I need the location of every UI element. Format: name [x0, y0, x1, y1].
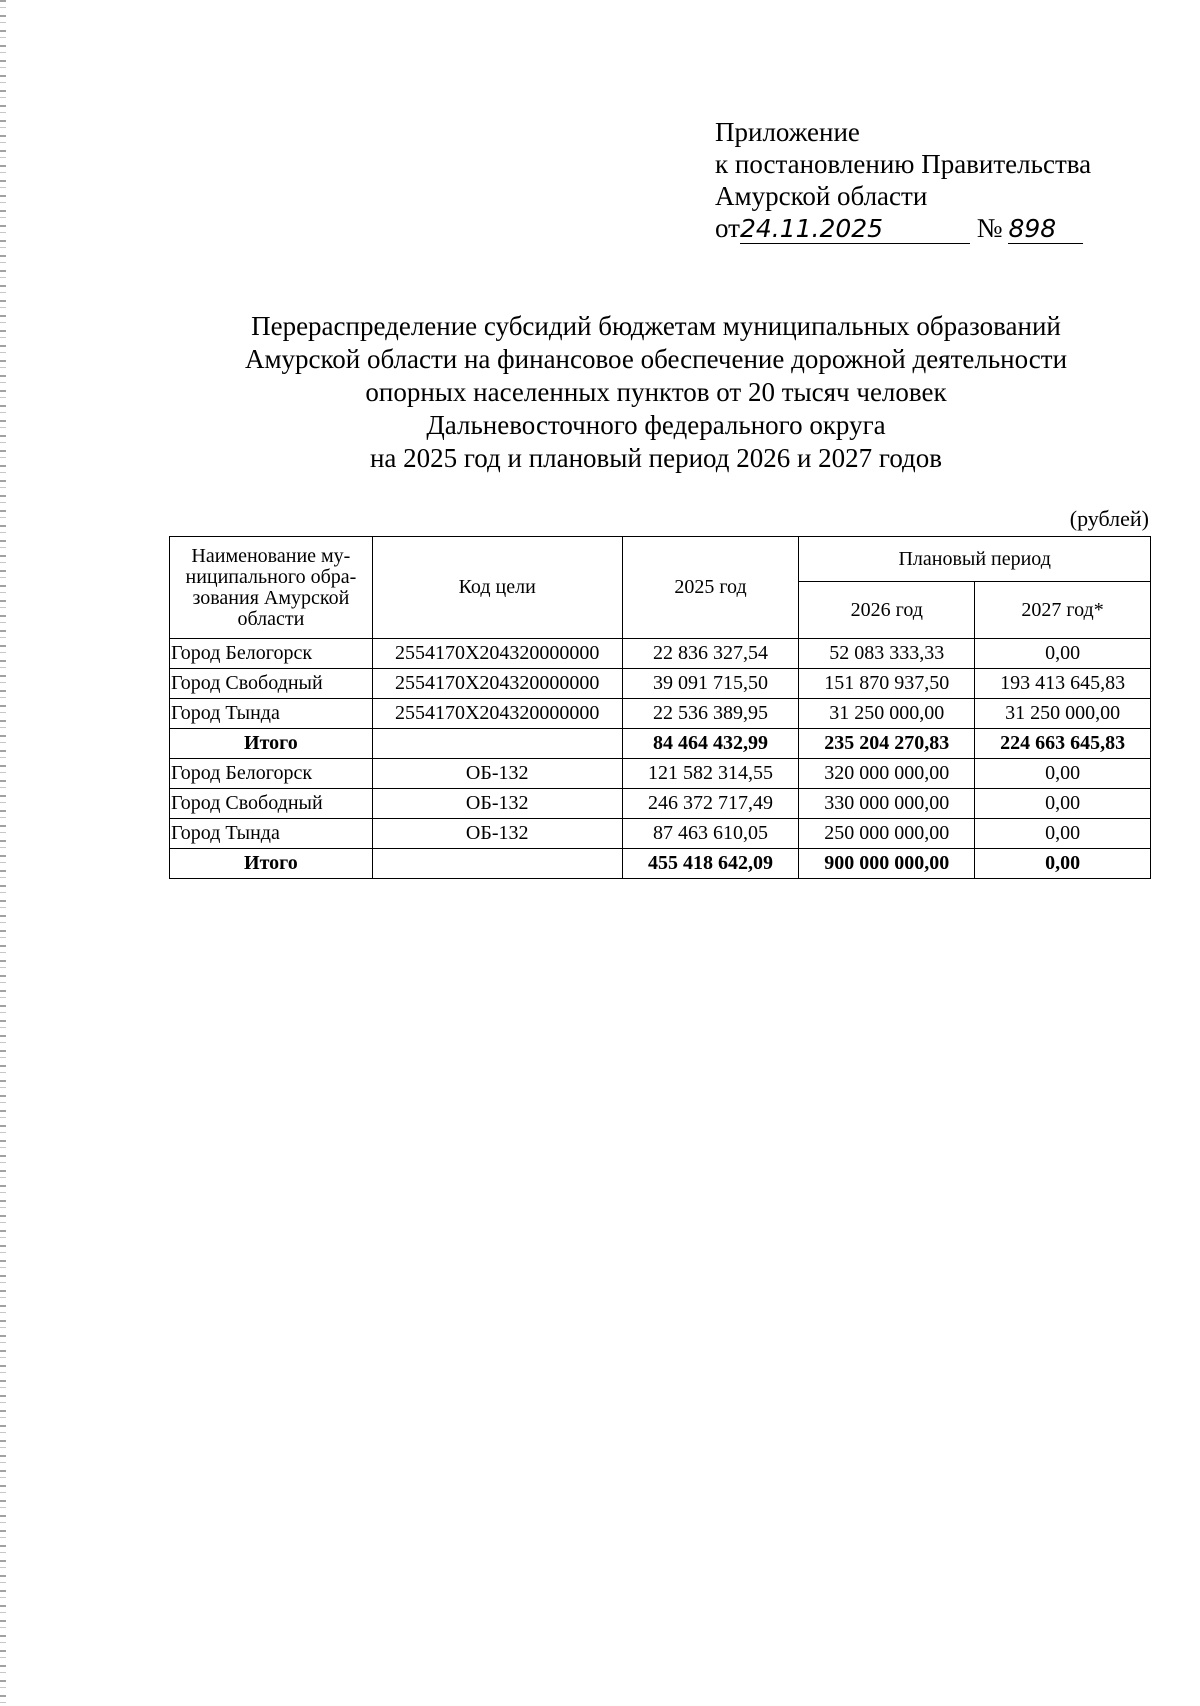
title-line: Амурской области на финансовое обеспечение дорожной деятельности: [244, 344, 1068, 374]
cell-code: 2554170X204320000000: [372, 639, 622, 669]
handwritten-date: 24.11.2025: [740, 215, 970, 244]
cell-code: [372, 849, 622, 879]
cell-code: 2554170X204320000000: [372, 669, 622, 699]
cell-y2025: 246 372 717,49: [622, 789, 799, 819]
table-row: [170, 789, 1151, 819]
cell-y2025: 22 836 327,54: [622, 639, 799, 669]
document-title: [0, 310, 1200, 475]
cell-y2027: 224 663 645,83: [975, 729, 1151, 759]
header-2026: 2026 год: [799, 582, 975, 639]
number-label: №: [976, 213, 1003, 243]
cell-code: [372, 729, 622, 759]
cell-y2026: 52 083 333,33: [799, 639, 975, 669]
cell-y2026: 900 000 000,00: [799, 849, 975, 879]
cell-y2025: 39 091 715,50: [622, 669, 799, 699]
cell-y2027: 0,00: [975, 819, 1151, 849]
table-row: [170, 669, 1151, 699]
cell-y2026: 250 000 000,00: [799, 819, 975, 849]
cell-name: Город Свободный: [170, 669, 373, 699]
cell-code: ОБ-132: [372, 789, 622, 819]
total-row: [170, 729, 1151, 759]
table-row: [170, 639, 1151, 669]
cell-y2027: 31 250 000,00: [975, 699, 1151, 729]
cell-y2027: 0,00: [975, 849, 1151, 879]
cell-name: Город Свободный: [170, 789, 373, 819]
cell-code: ОБ-132: [372, 819, 622, 849]
header-name: Наименование му- ниципального обра- зования Амурской области: [170, 537, 373, 639]
cell-y2025: 84 464 432,99: [622, 729, 799, 759]
cell-y2025: 87 463 610,05: [622, 819, 799, 849]
from-label: от: [715, 213, 740, 243]
total-row: [170, 849, 1151, 879]
cell-name: Итого: [170, 849, 373, 879]
cell-y2026: 151 870 937,50: [799, 669, 975, 699]
appendix-date-line: [715, 212, 1091, 244]
table-row: [170, 699, 1151, 729]
cell-y2025: 22 536 389,95: [622, 699, 799, 729]
title-line: Дальневосточного федерального округа: [426, 410, 886, 440]
subsidy-table: [169, 536, 1151, 879]
scan-edge-artifact: [0, 0, 6, 1706]
header-code: Код цели: [372, 537, 622, 639]
cell-y2025: 455 418 642,09: [622, 849, 799, 879]
cell-code: ОБ-132: [372, 759, 622, 789]
cell-y2026: 330 000 000,00: [799, 789, 975, 819]
cell-name: Итого: [170, 729, 373, 759]
handwritten-number: 898: [1008, 215, 1083, 244]
cell-y2026: 31 250 000,00: [799, 699, 975, 729]
header-2025: 2025 год: [622, 537, 799, 639]
title-line: опорных населенных пунктов от 20 тысяч человек: [365, 377, 947, 407]
cell-name: Город Тында: [170, 819, 373, 849]
appendix-line: Амурской области: [715, 181, 928, 211]
table-row: [170, 819, 1151, 849]
cell-code: 2554170X204320000000: [372, 699, 622, 729]
appendix-line: к постановлению Правительства: [715, 149, 1092, 179]
header-planned-period: Плановый период: [799, 537, 1151, 582]
appendix-line: Приложение: [715, 117, 860, 147]
cell-y2027: 0,00: [975, 789, 1151, 819]
cell-y2026: 320 000 000,00: [799, 759, 975, 789]
cell-name: Город Белогорск: [170, 639, 373, 669]
cell-y2026: 235 204 270,83: [799, 729, 975, 759]
cell-y2027: 193 413 645,83: [975, 669, 1151, 699]
cell-name: Город Белогорск: [170, 759, 373, 789]
cell-name: Город Тында: [170, 699, 373, 729]
cell-y2027: 0,00: [975, 759, 1151, 789]
cell-y2025: 121 582 314,55: [622, 759, 799, 789]
cell-y2027: 0,00: [975, 639, 1151, 669]
header-2027: 2027 год*: [975, 582, 1151, 639]
title-line: на 2025 год и плановый период 2026 и 2027 годов: [369, 443, 943, 473]
table-row: [170, 759, 1151, 789]
unit-label: (рублей): [1069, 506, 1149, 531]
title-line: Перераспределение субсидий бюджетам муниципальных образований: [251, 311, 1061, 341]
appendix-header: [715, 116, 1091, 244]
